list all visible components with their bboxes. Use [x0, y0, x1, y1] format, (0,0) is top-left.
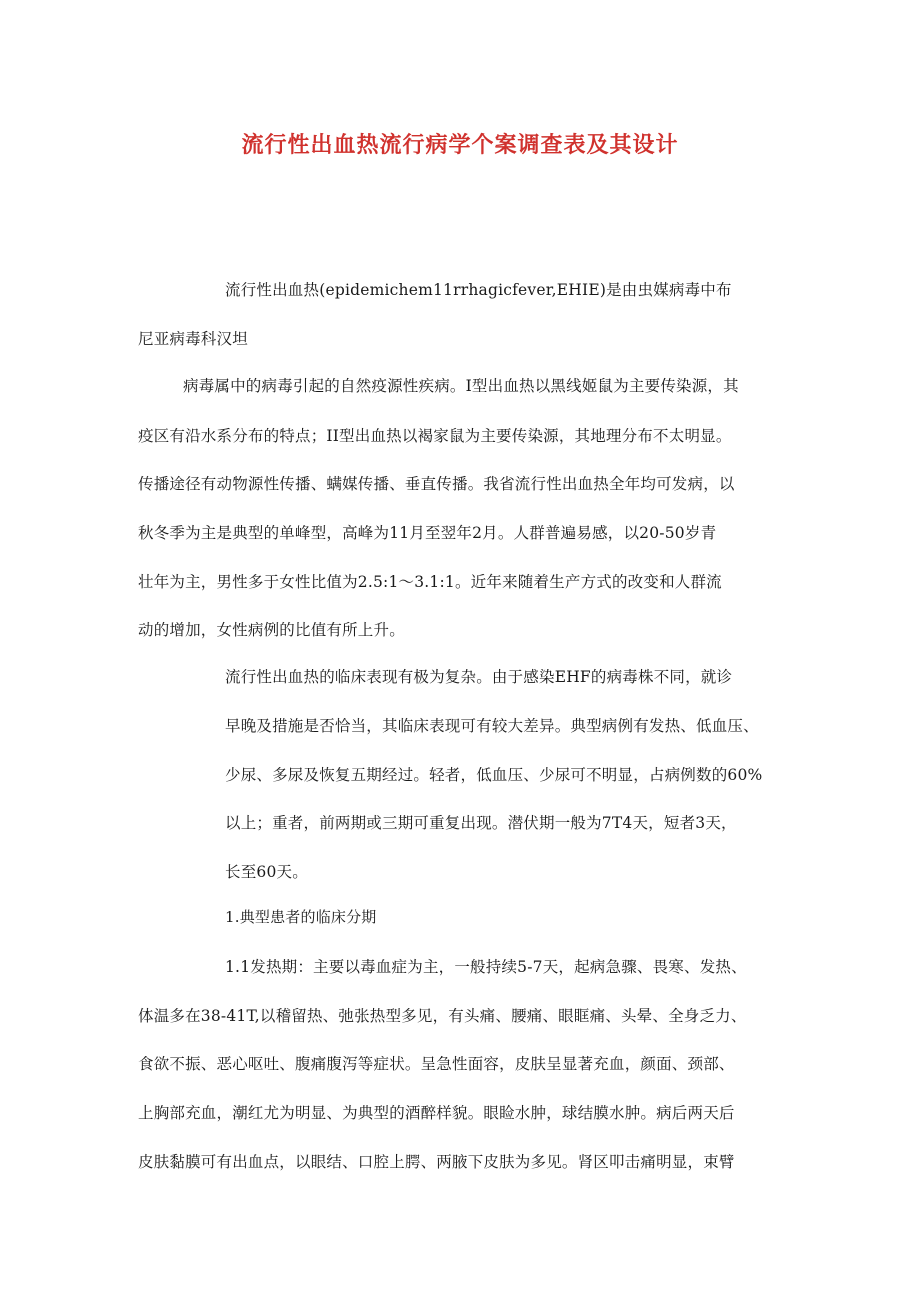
paragraph-line: 长至60天。 — [225, 863, 308, 881]
paragraph-line: 传播途径有动物源性传播、螨媒传播、垂直传播。我省流行性出血热全年均可发病，以 — [138, 475, 735, 493]
paragraph-line: 疫区有沿水系分布的特点；II型出血热以褐家鼠为主要传染源，其地理分布不太明显。 — [138, 427, 732, 445]
paragraph-line: 流行性出血热的临床表现有极为复杂。由于感染EHF的病毒株不同，就诊 — [225, 668, 733, 686]
paragraph-line: 上胸部充血，潮红尤为明显、为典型的酒醉样貌。眼睑水肿，球结膜水肿。病后两天后 — [138, 1104, 735, 1122]
paragraph-line: 壮年为主，男性多于女性比值为2.5:1～3.1:1。近年来随着生产方式的改变和人群流 — [138, 573, 722, 591]
document-title: 流行性出血热流行病学个案调查表及其设计 — [241, 132, 679, 158]
paragraph-line: 尼亚病毒科汉坦 — [138, 330, 248, 348]
paragraph-line: 少尿、多尿及恢复五期经过。轻者，低血压、少尿可不明显，占病例数的60% — [225, 766, 763, 784]
paragraph-line: 早晚及措施是否恰当，其临床表现可有较大差异。典型病例有发热、低血压、 — [225, 717, 759, 735]
paragraph-line: 食欲不振、恶心呕吐、腹痛腹泻等症状。呈急性面容，皮肤呈显著充血，颜面、颈部、 — [138, 1055, 735, 1073]
paragraph-line: 以上；重者，前两期或三期可重复出现。潜伏期一般为7T4天，短者3天， — [225, 814, 737, 832]
paragraph-line: 皮肤黏膜可有出血点，以眼结、口腔上腭、两腋下皮肤为多见。肾区叩击痛明显，束臂 — [138, 1153, 735, 1171]
section-heading: 1.典型患者的临床分期 — [225, 908, 377, 926]
paragraph-line: 动的增加，女性病例的比值有所上升。 — [138, 621, 405, 639]
paragraph-line: 流行性出血热(epidemichem11rrhagicfever,EHIE)是由虫媒病毒中布 — [225, 281, 732, 299]
paragraph-line: 1.1发热期：主要以毒血症为主，一般持续5-7天，起病急骤、畏寒、发热、 — [225, 958, 747, 976]
paragraph-line: 体温多在38-41T,以稽留热、弛张热型多见，有头痛、腰痛、眼眶痛、头晕、全身乏力、 — [138, 1007, 747, 1025]
paragraph-line: 秋冬季为主是典型的单峰型，高峰为11月至翌年2月。人群普遍易感，以20-50岁青 — [138, 524, 717, 542]
paragraph-line: 病毒属中的病毒引起的自然疫源性疾病。I型出血热以黑线姬鼠为主要传染源，其 — [183, 377, 739, 395]
